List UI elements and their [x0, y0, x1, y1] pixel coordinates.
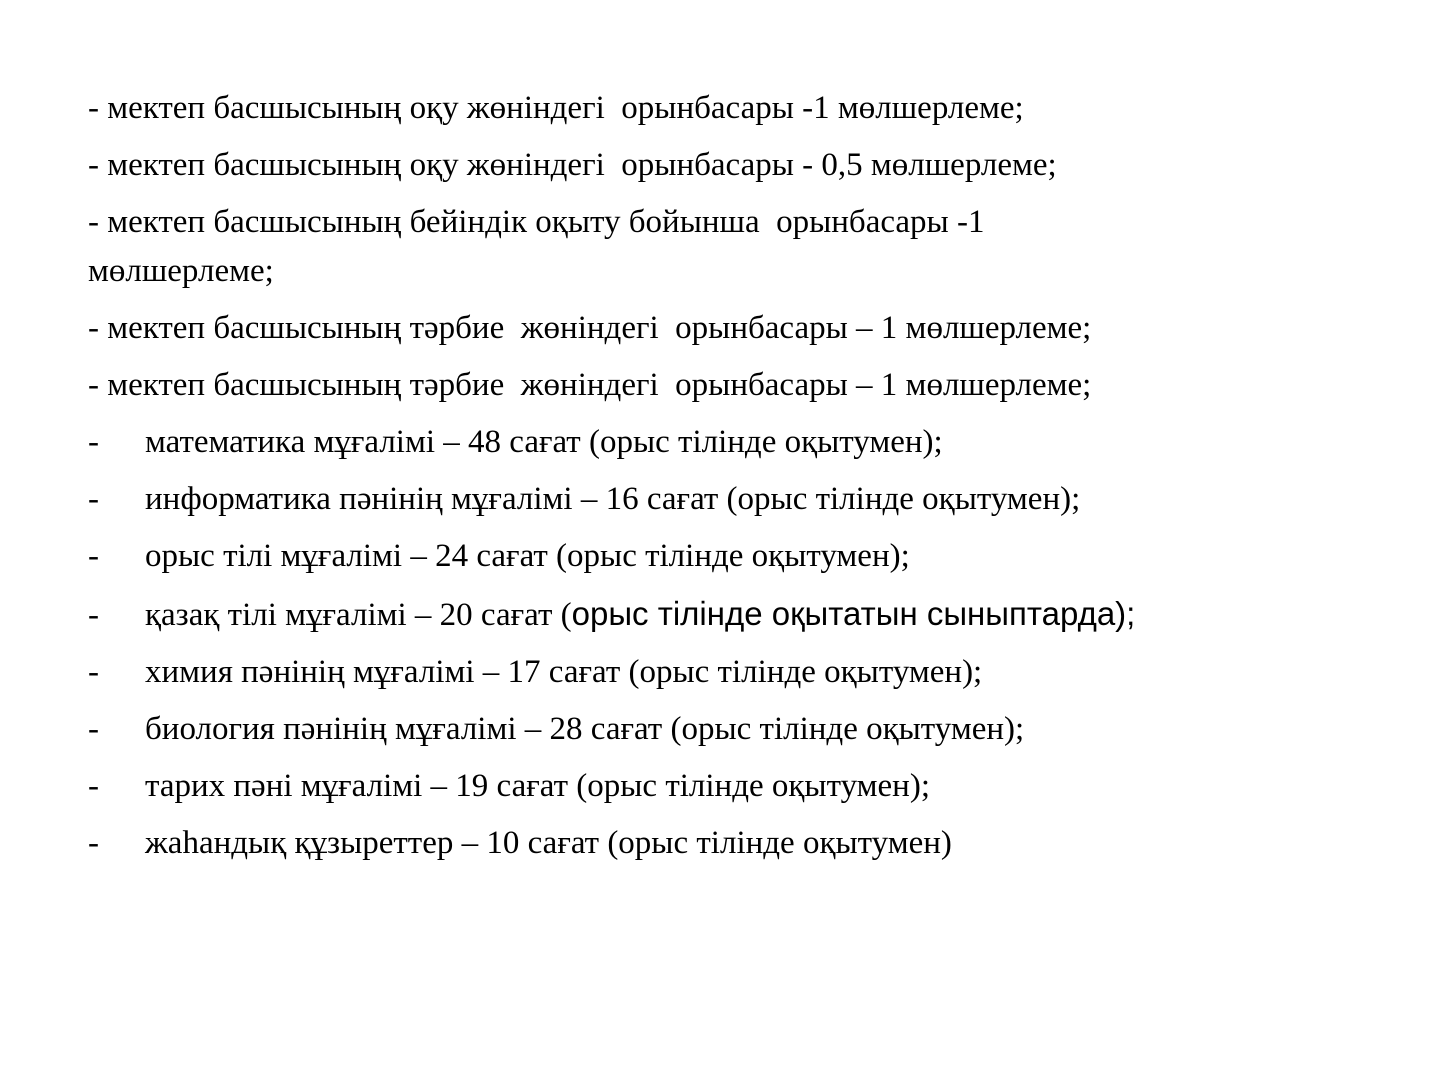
paragraph [88, 141, 1378, 190]
text-line: мөлшерлеме; [88, 253, 274, 289]
bullet-marker: - [88, 424, 99, 460]
paragraph [88, 304, 1378, 353]
text-line: - мектеп басшысының бейіндік оқыту бойынша орынбасары -1 [88, 204, 985, 240]
text-segment: биология пәнінің мұғалімі – 28 сағат (орыс тілінде оқытумен); [145, 711, 1025, 747]
bullet-marker: - [88, 711, 99, 747]
bullet-marker: - [88, 654, 99, 690]
list-item [88, 475, 1378, 524]
text-segment: математика мұғалімі – 48 сағат (орыс тілінде оқытумен); [145, 424, 943, 460]
item-text [145, 819, 952, 868]
item-text [145, 475, 1080, 524]
item-text [145, 532, 910, 581]
text-segment: тарих пәні мұғалімі – 19 сағат (орыс тілінде оқытумен); [145, 768, 930, 804]
text-segment: жаһандық құзыреттер – 10 сағат (орыс тілінде оқытумен) [145, 825, 952, 861]
text-line: - мектеп басшысының оқу жөніндегі орынбасары - 0,5 мөлшерлеме; [88, 147, 1057, 183]
list-item [88, 532, 1378, 581]
text-segment: орыс тілі мұғалімі – 24 сағат (орыс тілінде оқытумен); [145, 538, 910, 574]
paragraph [88, 198, 1378, 296]
list-item [88, 762, 1378, 811]
text-segment: орыс тілінде оқытатын сыныптарда); [571, 595, 1136, 632]
text-line: - мектеп басшысының тәрбие жөніндегі орынбасары – 1 мөлшерлеме; [88, 367, 1092, 403]
item-text [145, 762, 930, 811]
text-segment: қазақ тілі мұғалімі – 20 сағат ( [145, 597, 572, 633]
list-item [88, 819, 1378, 868]
text-line: - мектеп басшысының тәрбие жөніндегі орынбасары – 1 мөлшерлеме; [88, 310, 1092, 346]
list-item [88, 589, 1378, 640]
list-item [88, 648, 1378, 697]
paragraph [88, 361, 1378, 410]
bullet-marker: - [88, 768, 99, 804]
bullet-marker: - [88, 597, 99, 633]
list-item [88, 705, 1378, 754]
bullet-marker: - [88, 825, 99, 861]
item-text [145, 418, 943, 467]
text-line: - мектеп басшысының оқу жөніндегі орынбасары -1 мөлшерлеме; [88, 90, 1024, 126]
text-segment: химия пәнінің мұғалімі – 17 сағат (орыс тілінде оқытумен); [145, 654, 983, 690]
item-text [145, 705, 1024, 754]
item-text [145, 648, 982, 697]
bullet-marker: - [88, 481, 99, 517]
paragraph [88, 84, 1378, 133]
document-body [88, 84, 1378, 876]
item-text [145, 589, 1135, 640]
bullet-marker: - [88, 538, 99, 574]
text-segment: информатика пәнінің мұғалімі – 16 сағат (орыс тілінде оқытумен); [145, 481, 1081, 517]
list-item [88, 418, 1378, 467]
